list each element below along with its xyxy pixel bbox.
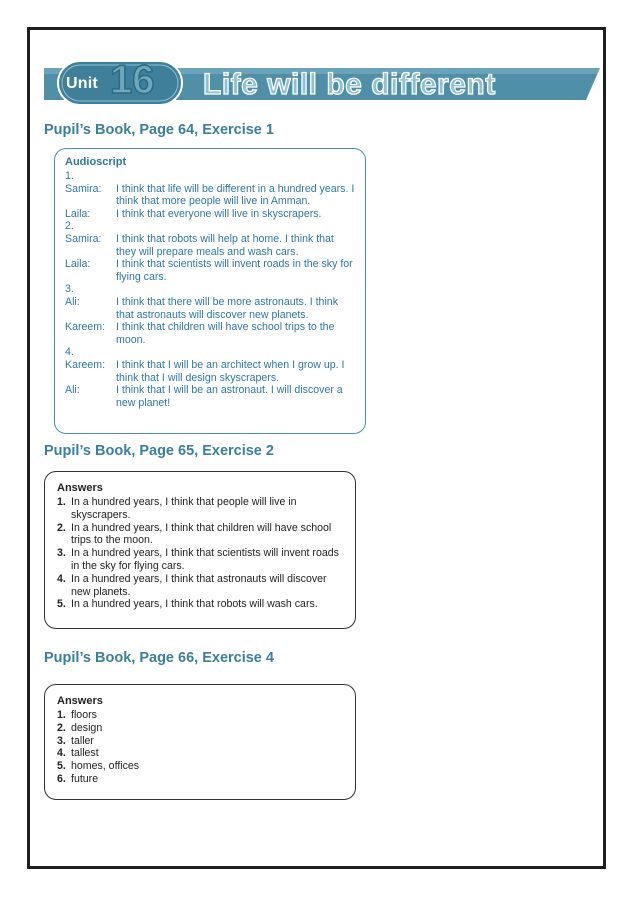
script-line (65, 258, 355, 283)
script-line (65, 183, 355, 208)
answer-number: 2. (57, 721, 66, 734)
speech: I think that robots will help at home. I think that they will prepare meals and wash cars. (116, 232, 334, 258)
answer-text: taller (71, 734, 94, 747)
answers-label: Answers (57, 482, 103, 494)
answer-item (57, 709, 343, 722)
speech: I think that there will be more astronauts. I think that astronauts will discover new planets. (116, 295, 338, 321)
answer-number: 3. (57, 547, 66, 560)
answer-number: 6. (57, 772, 66, 785)
section-heading-exercise-2: Pupil’s Book, Page 65, Exercise 2 (44, 443, 274, 459)
speech: I think that scientists will invent roads in the sky for flying cars. (116, 258, 353, 283)
answer-number: 1. (57, 709, 66, 721)
script-line (65, 384, 355, 409)
speaker: Ali: (65, 295, 80, 308)
speaker: Laila: (65, 207, 91, 220)
answer-item (57, 773, 343, 786)
answer-item (57, 747, 343, 760)
speech: I think that I will be an architect when I grow up. I think that I will design skyscrapers. (116, 358, 345, 384)
section-heading-exercise-1: Pupil’s Book, Page 64, Exercise 1 (44, 122, 274, 138)
unit-label: Unit (66, 75, 98, 92)
audioscript-box (54, 148, 366, 434)
speaker: Kareem: (65, 358, 106, 371)
speaker: Laila: (65, 258, 91, 271)
answer-text: In a hundred years, I think that astronauts will discover new planets. (71, 572, 327, 598)
answer-text: In a hundred years, I think that children will have school trips to the moon. (71, 521, 332, 547)
answer-number: 1. (57, 496, 66, 508)
answer-item (57, 496, 343, 522)
answers-box-exercise-2 (44, 471, 356, 629)
answer-item (57, 522, 343, 548)
answer-item (57, 722, 343, 735)
answer-number: 3. (57, 734, 66, 747)
answer-text: design (71, 721, 103, 734)
answers-box-exercise-4 (44, 684, 356, 800)
answer-text: future (71, 772, 99, 785)
dialogue-number: 1. (65, 170, 74, 182)
script-line (65, 296, 355, 321)
answer-text: In a hundred years, I think that people will live in skyscrapers. (71, 496, 297, 521)
answer-item (57, 735, 343, 748)
answer-text: homes, offices (71, 760, 140, 773)
answer-item (57, 598, 343, 611)
script-line (65, 233, 355, 258)
answer-text: tallest (71, 747, 99, 760)
answer-text: floors (71, 709, 97, 721)
answers-label: Answers (57, 695, 103, 707)
speaker: Samira: (65, 232, 102, 245)
answer-item (57, 547, 343, 573)
answer-text: In a hundred years, I think that scientists will invent roads in the sky for flying cars. (71, 547, 339, 572)
answer-number: 5. (57, 760, 66, 773)
dialogue-number: 2. (65, 220, 74, 233)
answer-item (57, 573, 343, 599)
answer-number: 2. (57, 521, 66, 534)
answer-item (57, 760, 343, 773)
speaker: Ali: (65, 384, 80, 397)
speaker: Samira: (65, 182, 102, 195)
speech: I think that I will be an astronaut. I will discover a new planet! (116, 384, 343, 409)
dialogue-number: 3. (65, 283, 74, 296)
script-line (65, 321, 355, 346)
answer-number: 4. (57, 747, 66, 760)
script-line (65, 208, 355, 221)
section-heading-exercise-4: Pupil’s Book, Page 66, Exercise 4 (44, 650, 274, 666)
script-line (65, 359, 355, 384)
audioscript-label: Audioscript (65, 156, 127, 168)
speech: I think that everyone will live in skyscrapers. (116, 207, 322, 220)
answer-text: In a hundred years, I think that robots will wash cars. (71, 598, 318, 611)
dialogue-number: 4. (65, 346, 74, 359)
unit-title: Life will be different (203, 68, 496, 101)
answer-number: 5. (57, 598, 66, 611)
audioscript-content (65, 170, 355, 409)
speaker: Kareem: (65, 321, 106, 334)
speech: I think that life will be different in a hundred years. I think that more people will live in Amman. (116, 182, 355, 208)
unit-number: 16 (110, 58, 155, 102)
speech: I think that children will have school trips to the moon. (116, 321, 335, 346)
answer-number: 4. (57, 572, 66, 585)
